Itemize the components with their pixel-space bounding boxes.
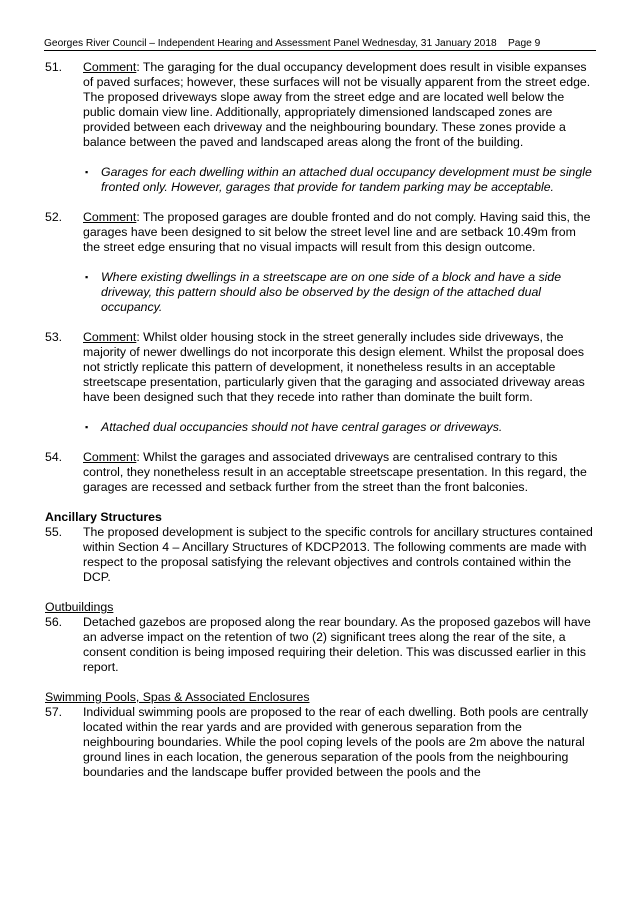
paragraph-55 [45, 525, 595, 585]
page-number: Page 9 [508, 38, 541, 49]
bullet-square-icon: ▪ [85, 167, 89, 177]
paragraph-number: 54. [45, 450, 63, 464]
comment-label: Comment [83, 210, 137, 224]
paragraph-57 [45, 705, 595, 780]
comment-label: Comment [83, 60, 137, 74]
control-bullet [45, 420, 595, 435]
comment-label: Comment [83, 330, 137, 344]
subheading-pools: Swimming Pools, Spas & Associated Enclosures [45, 690, 310, 704]
paragraph-text: : Whilst older housing stock in the street generally includes side driveways, the majority of newer dwellings do not incorporate this design element. Whilst the proposal does not strictly replicate this pattern of development, it nonetheless results in an acceptable streetscape presentation, particularly given that the garaging and associated driveway areas have been designed such that they recede into rather than dominate the built form. [83, 330, 585, 404]
header-text: Georges River Council – Independent Hearing and Assessment Panel Wednesday, 31 January 2018 [44, 38, 497, 49]
control-bullet [45, 165, 595, 195]
paragraph-number: 57. [45, 705, 63, 719]
paragraph-53 [45, 330, 595, 405]
section-heading-ancillary: Ancillary Structures [45, 510, 162, 524]
paragraph-text: : The garaging for the dual occupancy development does result in visible expanses of paved surfaces; however, these surfaces will not be visually apparent from the street edge. The proposed driveways slope away from the street edge and are located well below the public domain view line. Additionally, appropriately dimensioned landscaped zones are provided between each driveway and the neighbouring boundary. These zones provide a balance between the paved and landscaped areas along the front of the building. [83, 60, 591, 149]
paragraph-number: 56. [45, 615, 63, 629]
control-text: Attached dual occupancies should not have central garages or driveways. [101, 420, 503, 434]
bullet-square-icon: ▪ [85, 422, 89, 432]
paragraph-52 [45, 210, 595, 255]
paragraph-text: The proposed development is subject to the specific controls for ancillary structures contained within Section 4 – Ancillary Structures of KDCP2013. The following comments are made with respect to the proposal satisfying the relevant objectives and controls contained within the DCP. [83, 525, 593, 584]
paragraph-text: : The proposed garages are double fronted and do not comply. Having said this, the garages have been designed to sit below the street level line and are setback 10.49m from the street edge ensuring that no visual impacts will result from this design outcome. [83, 210, 591, 254]
paragraph-54 [45, 450, 595, 495]
paragraph-number: 51. [45, 60, 63, 74]
paragraph-number: 53. [45, 330, 63, 344]
control-bullet [45, 270, 595, 315]
document-body [45, 60, 595, 780]
paragraph-number: 52. [45, 210, 63, 224]
paragraph-number: 55. [45, 525, 63, 539]
paragraph-text: Detached gazebos are proposed along the rear boundary. As the proposed gazebos will have an adverse impact on the retention of two (2) significant trees along the rear of the site, a consent condition is being imposed requiring their deletion. This was discussed earlier in this report. [83, 615, 591, 674]
paragraph-56 [45, 615, 595, 675]
page-header [44, 38, 596, 51]
paragraph-text: : Whilst the garages and associated driveways are centralised contrary to this control, they nonetheless result in an acceptable streetscape presentation. In this regard, the garages are recessed and setback further from the street than the front balconies. [83, 450, 587, 494]
paragraph-51 [45, 60, 595, 150]
paragraph-text: Individual swimming pools are proposed to the rear of each dwelling. Both pools are centrally located within the rear yards and are provided with generous separation from the neighbouring boundaries. While the pool coping levels of the pools are 2m above the natural ground lines in each location, the generous separation of the pools from the neighbouring boundaries and the landscape buffer provided between the pools and the [83, 705, 589, 779]
bullet-square-icon: ▪ [85, 272, 89, 282]
control-text: Where existing dwellings in a streetscape are on one side of a block and have a side driveway, this pattern should also be observed by the design of the attached dual occupancy. [101, 270, 562, 314]
subheading-outbuildings: Outbuildings [45, 600, 114, 614]
control-text: Garages for each dwelling within an attached dual occupancy development must be single fronted only. However, garages that provide for tandem parking may be acceptable. [101, 165, 592, 194]
comment-label: Comment [83, 450, 137, 464]
